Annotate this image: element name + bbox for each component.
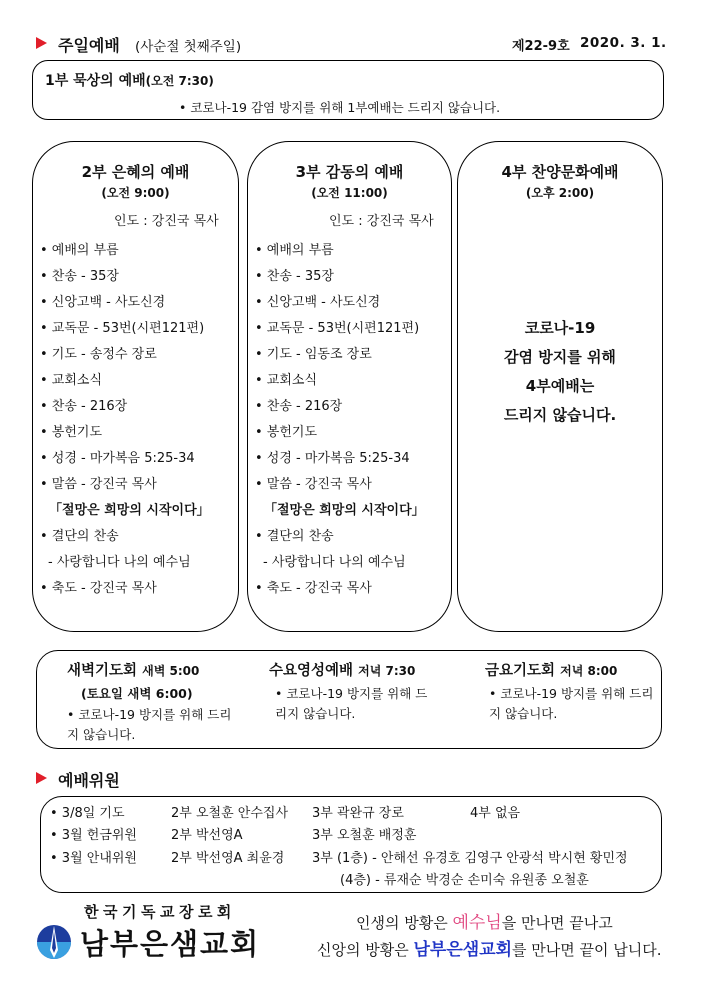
- service1-box: [32, 60, 664, 120]
- notice-line: 4부예배는: [525, 377, 595, 395]
- denomination-name: 한국기독교장로회: [84, 903, 236, 921]
- motto-text: 인생의 방황은: [356, 914, 453, 932]
- motto-line-1: [356, 908, 613, 933]
- motto-text: 신앙의 방황은: [317, 941, 414, 959]
- dawn-prayer: [67, 659, 237, 745]
- service1-title: 1부 묵상의 예배: [45, 73, 146, 89]
- issue-date: 2020. 3. 1.: [580, 35, 667, 51]
- dawn-prayer-notice: • 코로나-19 방지를 위해 드리지 않습니다.: [67, 707, 232, 742]
- list-item: • 예배의 부름: [40, 243, 119, 258]
- dawn-prayer-time: 새벽 5:00: [142, 664, 200, 678]
- staff-service3-floor4: (4층) - 류재순 박경순 손미숙 유원종 오철훈: [340, 873, 589, 888]
- list-item: • 찬송 - 216장: [255, 399, 343, 414]
- service1-time: (오전 7:30): [145, 74, 214, 88]
- issue-number: 제22-9호: [512, 39, 570, 54]
- list-item: • 찬송 - 35장: [40, 269, 119, 284]
- page-title: 주일예배: [58, 36, 120, 55]
- friday-prayer-title: 금요기도회: [485, 663, 556, 679]
- dawn-prayer-title: 새벽기도회: [67, 663, 138, 679]
- notice-line: 드리지 않습니다.: [503, 406, 617, 424]
- notice-line: 감염 방지를 위해: [504, 348, 616, 366]
- list-item: • 말씀 - 강진국 목사: [255, 477, 372, 492]
- staff-role: • 3월 안내위원: [50, 851, 137, 866]
- staff-service2: 2부 박선영A: [171, 828, 243, 843]
- list-item: • 찬송 - 35장: [255, 269, 334, 284]
- sermon-title: 「절망은 희망의 시작이다」: [264, 503, 425, 518]
- list-item: • 교독문 - 53번(시편121편): [255, 321, 420, 336]
- service3-title: 3부 감동의 예배: [295, 163, 404, 181]
- service3-box: [247, 141, 452, 632]
- staff-title: 예배위원: [58, 771, 120, 790]
- church-logo-icon: [36, 924, 72, 960]
- list-item: • 찬송 - 216장: [40, 399, 128, 414]
- friday-prayer-notice: • 코로나-19 방지를 위해 드리지 않습니다.: [489, 686, 654, 721]
- sermon-title: 「절망은 희망의 시작이다」: [49, 503, 210, 518]
- list-item: • 교회소식: [255, 373, 318, 388]
- service2-box: [32, 141, 239, 632]
- staff-service3: 3부 (1층) - 안해선 유경호 김영구 안광석 박시현 황민정: [312, 851, 628, 866]
- service4-title: 4부 찬양문화예배: [501, 163, 619, 181]
- staff-role: • 3/8일 기도: [50, 806, 125, 821]
- motto-text: 을 만나면 끝나고: [501, 914, 613, 932]
- service3-time: (오전 11:00): [311, 186, 388, 200]
- prayer-meetings-box: [36, 650, 662, 749]
- list-item: • 교회소식: [40, 373, 103, 388]
- friday-prayer-heading: [485, 659, 655, 680]
- list-item: • 봉헌기도: [255, 425, 318, 440]
- list-item: • 성경 - 마가복음 5:25-34: [40, 451, 195, 466]
- list-item: • 축도 - 강진국 목사: [40, 581, 157, 596]
- list-item: • 교독문 - 53번(시편121편): [40, 321, 205, 336]
- service2-order: [40, 238, 210, 602]
- service4-box: [457, 141, 663, 632]
- service3-leader: 인도 : 강진국 목사: [329, 214, 434, 229]
- friday-prayer-time: 저녁 8:00: [560, 664, 618, 678]
- staff-service2: 2부 오철훈 안수집사: [171, 806, 288, 821]
- staff-service4: 4부 없음: [470, 806, 521, 821]
- section-arrow-icon: [36, 37, 47, 49]
- motto-highlight: 예수님: [452, 913, 502, 933]
- list-item: • 신앙고백 - 사도신경: [40, 295, 166, 310]
- staff-box: [40, 796, 662, 893]
- list-item: • 신앙고백 - 사도신경: [255, 295, 381, 310]
- service2-title: 2부 은혜의 예배: [81, 163, 190, 181]
- list-item: • 말씀 - 강진국 목사: [40, 477, 157, 492]
- service4-notice: [458, 314, 662, 430]
- motto-highlight: 남부은샘교회: [413, 940, 513, 960]
- service2-time: (오전 9:00): [101, 186, 170, 200]
- dawn-prayer-saturday: (토요일 새벽 6:00): [81, 686, 193, 701]
- staff-service2: 2부 박선영A 최윤경: [171, 851, 285, 866]
- motto-text: 를 만나면 끝이 납니다.: [512, 941, 662, 959]
- page-subtitle: (사순절 첫째주일): [135, 39, 242, 55]
- friday-prayer: [485, 659, 655, 724]
- wednesday-service-heading: [269, 659, 439, 680]
- list-item: • 봉헌기도: [40, 425, 103, 440]
- list-item: - 사랑합니다 나의 예수님: [48, 555, 191, 570]
- motto-line-2: [317, 935, 662, 960]
- wednesday-service-notice: • 코로나-19 방지를 위해 드리지 않습니다.: [275, 686, 428, 721]
- list-item: • 결단의 찬송: [40, 529, 119, 544]
- staff-service3: 3부 곽완규 장로: [312, 806, 404, 821]
- staff-service3: 3부 오철훈 배정훈: [312, 828, 417, 843]
- notice-line: 코로나-19: [524, 319, 596, 337]
- wednesday-service-title: 수요영성예배: [269, 663, 354, 679]
- wednesday-service-time: 저녁 7:30: [358, 664, 416, 678]
- service1-notice: • 코로나-19 감염 방지를 위해 1부예배는 드리지 않습니다.: [179, 100, 501, 115]
- dawn-prayer-heading: [67, 659, 237, 680]
- service4-time: (오후 2:00): [525, 186, 595, 200]
- list-item: • 축도 - 강진국 목사: [255, 581, 372, 596]
- list-item: • 성경 - 마가복음 5:25-34: [255, 451, 410, 466]
- service1-heading: [45, 70, 214, 90]
- service2-leader: 인도 : 강진국 목사: [114, 214, 219, 229]
- church-name: 남부은샘교회: [80, 927, 261, 961]
- list-item: • 기도 - 임동조 장로: [255, 347, 372, 362]
- list-item: - 사랑합니다 나의 예수님: [263, 555, 406, 570]
- staff-role: • 3월 헌금위원: [50, 828, 137, 843]
- section-arrow-icon: [36, 772, 47, 784]
- list-item: • 결단의 찬송: [255, 529, 334, 544]
- wednesday-service: [269, 659, 439, 724]
- service3-order: [255, 238, 425, 602]
- list-item: • 예배의 부름: [255, 243, 334, 258]
- list-item: • 기도 - 송정수 장로: [40, 347, 157, 362]
